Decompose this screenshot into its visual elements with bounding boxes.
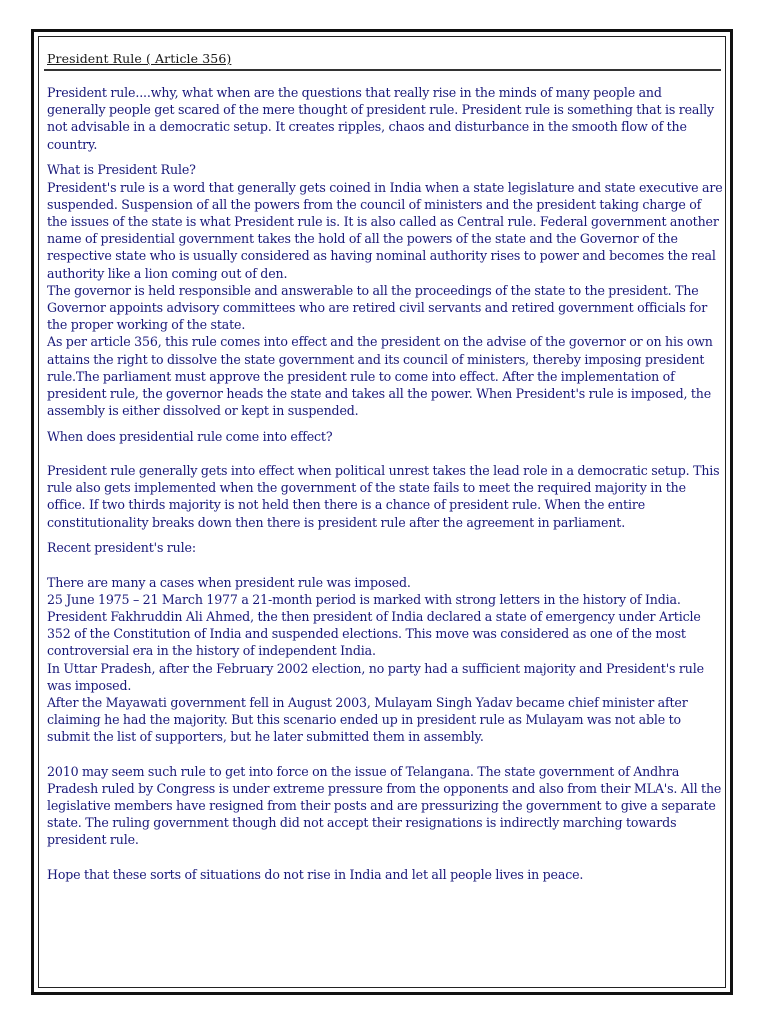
cases-intro-line: There are many a cases when president rule was imposed. [47,574,411,590]
intro-paragraph: President rule....why, what when are the questions that really rise in the minds of many people and generally people get scared of the mere thought of president rule. President rule is something that is really not advisable in a democratic setup. It creates ripples, chaos and disturbance in the smooth flow of the country. [47,85,714,152]
document-title: President Rule ( Article 356) [47,51,232,66]
closing-paragraph: Hope that these sorts of situations do not rise in India and let all people lives in peace. [47,866,584,882]
mayawati-paragraph: After the Mayawati government fell in August 2003, Mulayam Singh Yadav became chief minister after claiming he had the majority. But this scenario ended up in president rule as Mulayam was not able to submit the list of supporters, but he later submitted them in assembly. [47,695,688,745]
governor-paragraph: The governor is held responsible and answerable to all the proceedings of the state to the president. The Governor appoints advisory committees who are retired civil servants and retired government officials for the proper working of the state. [47,282,708,333]
article-356-paragraph: As per article 356, this rule comes into effect and the president on the advise of the governor or on his own attains the right to dissolve the state government and its council of ministers, thereby imposing president rule.The parliament must approve the president rule to come into effect. After the implementation of president rule, the governor heads the state and takes all the power. When President's rule is imposed, the assembly is either dissolved or kept in suspended. [47,334,713,419]
document-body [47,84,723,891]
telangana-paragraph: 2010 may seem such rule to get into force on the issue of Telangana. The state government of Andhra Pradesh ruled by Congress is under extreme pressure from the opponents and also from their MLA's. All the legislative members have resigned from their posts and are pressurizing the government to give a separate state. The ruling government though did not accept their resignations is indirectly marching towards president rule. [47,763,722,848]
effect-paragraph: President rule generally gets into effect when political unrest takes the lead role in a democratic setup. This rule also gets implemented when the government of the state fails to meet the required majority in the office. If two thirds majority is not held then there is a chance of president rule. When the entire constitutionality breaks down then there is president rule after the agreement in parliament. [47,463,720,530]
uttar-pradesh-2002-paragraph: In Uttar Pradesh, after the February 2002 election, no party had a sufficient majority and President's rule was imposed. [47,660,704,693]
section-heading-when: When does presidential rule come into effect? [47,428,333,444]
emergency-paragraph: 25 June 1975 – 21 March 1977 a 21-month period is marked with strong letters in the history of India. President Fakhruddin Ali Ahmed, the then president of India declared a state of emergency under Article 352 of the Constitution of India and suspended elections. This move was considered as one of the most controversial era in the history of independent India. [47,591,701,659]
section-heading-what-is: What is President Rule? [47,162,196,178]
definition-paragraph: President's rule is a word that generally gets coined in India when a state legislature and state executive are suspended. Suspension of all the powers from the council of ministers and the president taking charge of the issues of the state is what President rule is. It is also called as Central rule. Federal government another name of presidential government takes the hold of all the powers of the state and the Governor of the respective state who is usually considered as having nominal authority rises to power and becomes the real authority like a lion coming out of den. [47,179,723,281]
section-heading-recent: Recent president's rule: [47,540,196,556]
title-divider [44,69,721,71]
